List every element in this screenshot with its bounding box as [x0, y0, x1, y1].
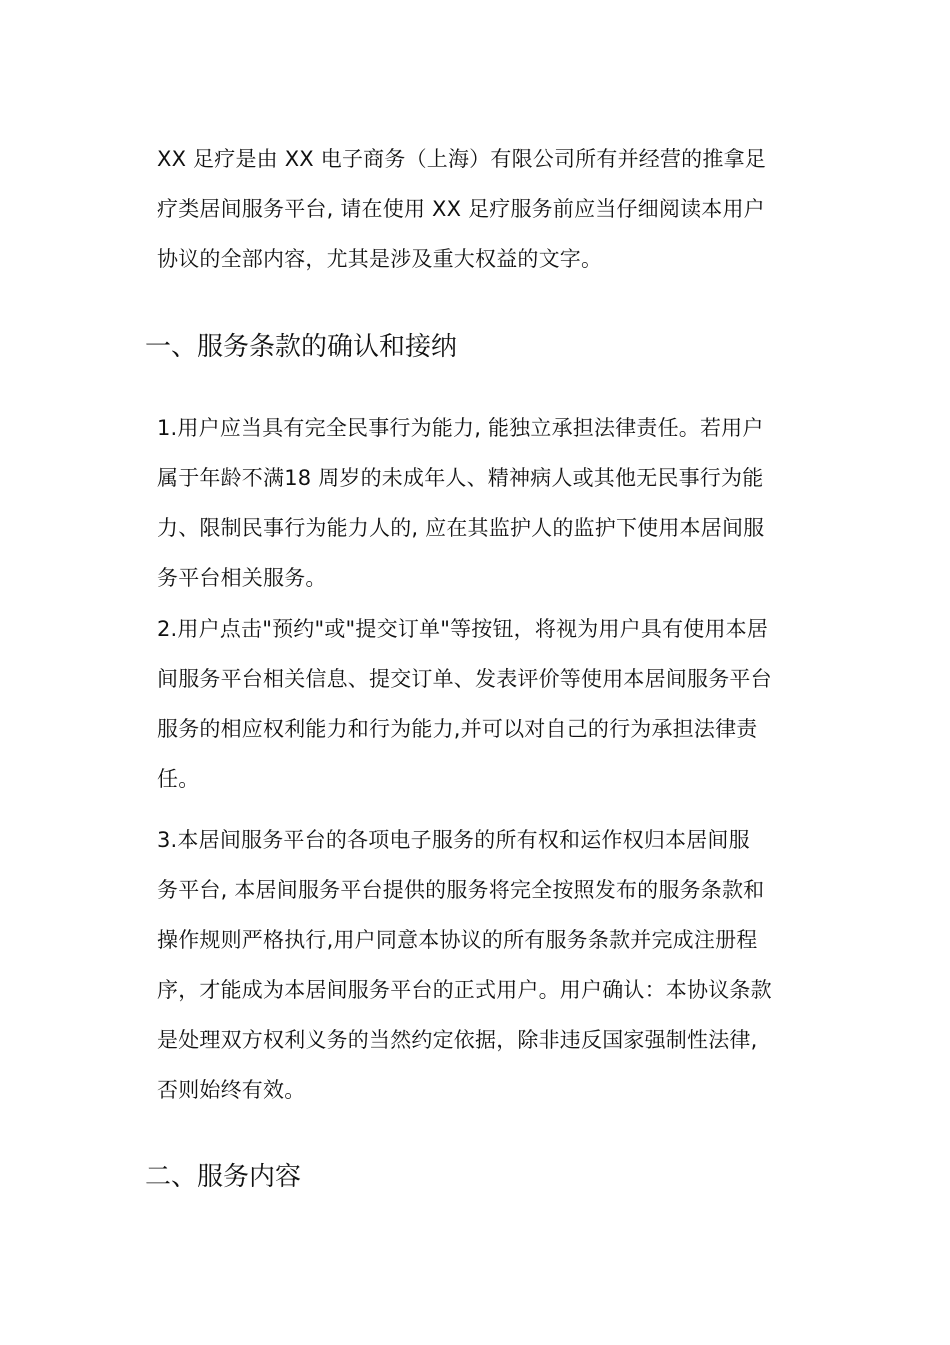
- section1-item2: [157, 604, 817, 804]
- intro-line-1: XX 足疗是由 XX 电子商务（上海）有限公司所有并经营的推拿足: [157, 147, 766, 171]
- section1-heading: 一、服务条款的确认和接纳: [145, 332, 458, 362]
- item2-line-4: 任。: [157, 767, 200, 791]
- item1-line-2: 属于年龄不满18 周岁的未成年人、精神病人或其他无民事行为能: [157, 466, 764, 490]
- section1-item3: [157, 815, 817, 1115]
- item2-line-1: 2.用户点击"预约"或"提交订单"等按钮，将视为用户具有使用本居: [157, 617, 769, 641]
- section2-heading: 二、服务内容: [145, 1162, 302, 1192]
- item3-line-4: 序，才能成为本居间服务平台的正式用户。用户确认：本协议条款: [157, 978, 772, 1002]
- item3-line-1: 3.本居间服务平台的各项电子服务的所有权和运作权归本居间服: [157, 828, 750, 852]
- item2-line-3: 服务的相应权利能力和行为能力,并可以对自己的行为承担法律责: [157, 717, 758, 741]
- item3-line-3: 操作规则严格执行,用户同意本协议的所有服务条款并完成注册程: [157, 928, 758, 952]
- item1-line-3: 力、限制民事行为能力人的, 应在其监护人的监护下使用本居间服: [157, 516, 765, 540]
- item1-line-1: 1.用户应当具有完全民事行为能力, 能独立承担法律责任。若用户: [157, 416, 764, 440]
- intro-paragraph: [157, 134, 817, 284]
- item3-line-6: 否则始终有效。: [157, 1078, 306, 1102]
- intro-line-3: 协议的全部内容，尤其是涉及重大权益的文字。: [157, 247, 603, 271]
- item2-line-2: 间服务平台相关信息、提交订单、发表评价等使用本居间服务平台: [157, 667, 772, 691]
- item3-line-2: 务平台, 本居间服务平台提供的服务将完全按照发布的服务条款和: [157, 878, 765, 902]
- intro-line-2: 疗类居间服务平台, 请在使用 XX 足疗服务前应当仔细阅读本用户: [157, 197, 765, 221]
- item1-line-4: 务平台相关服务。: [157, 566, 327, 590]
- item3-line-5: 是处理双方权利义务的当然约定依据，除非违反国家强制性法律,: [157, 1028, 758, 1052]
- section1-item1: [157, 403, 817, 603]
